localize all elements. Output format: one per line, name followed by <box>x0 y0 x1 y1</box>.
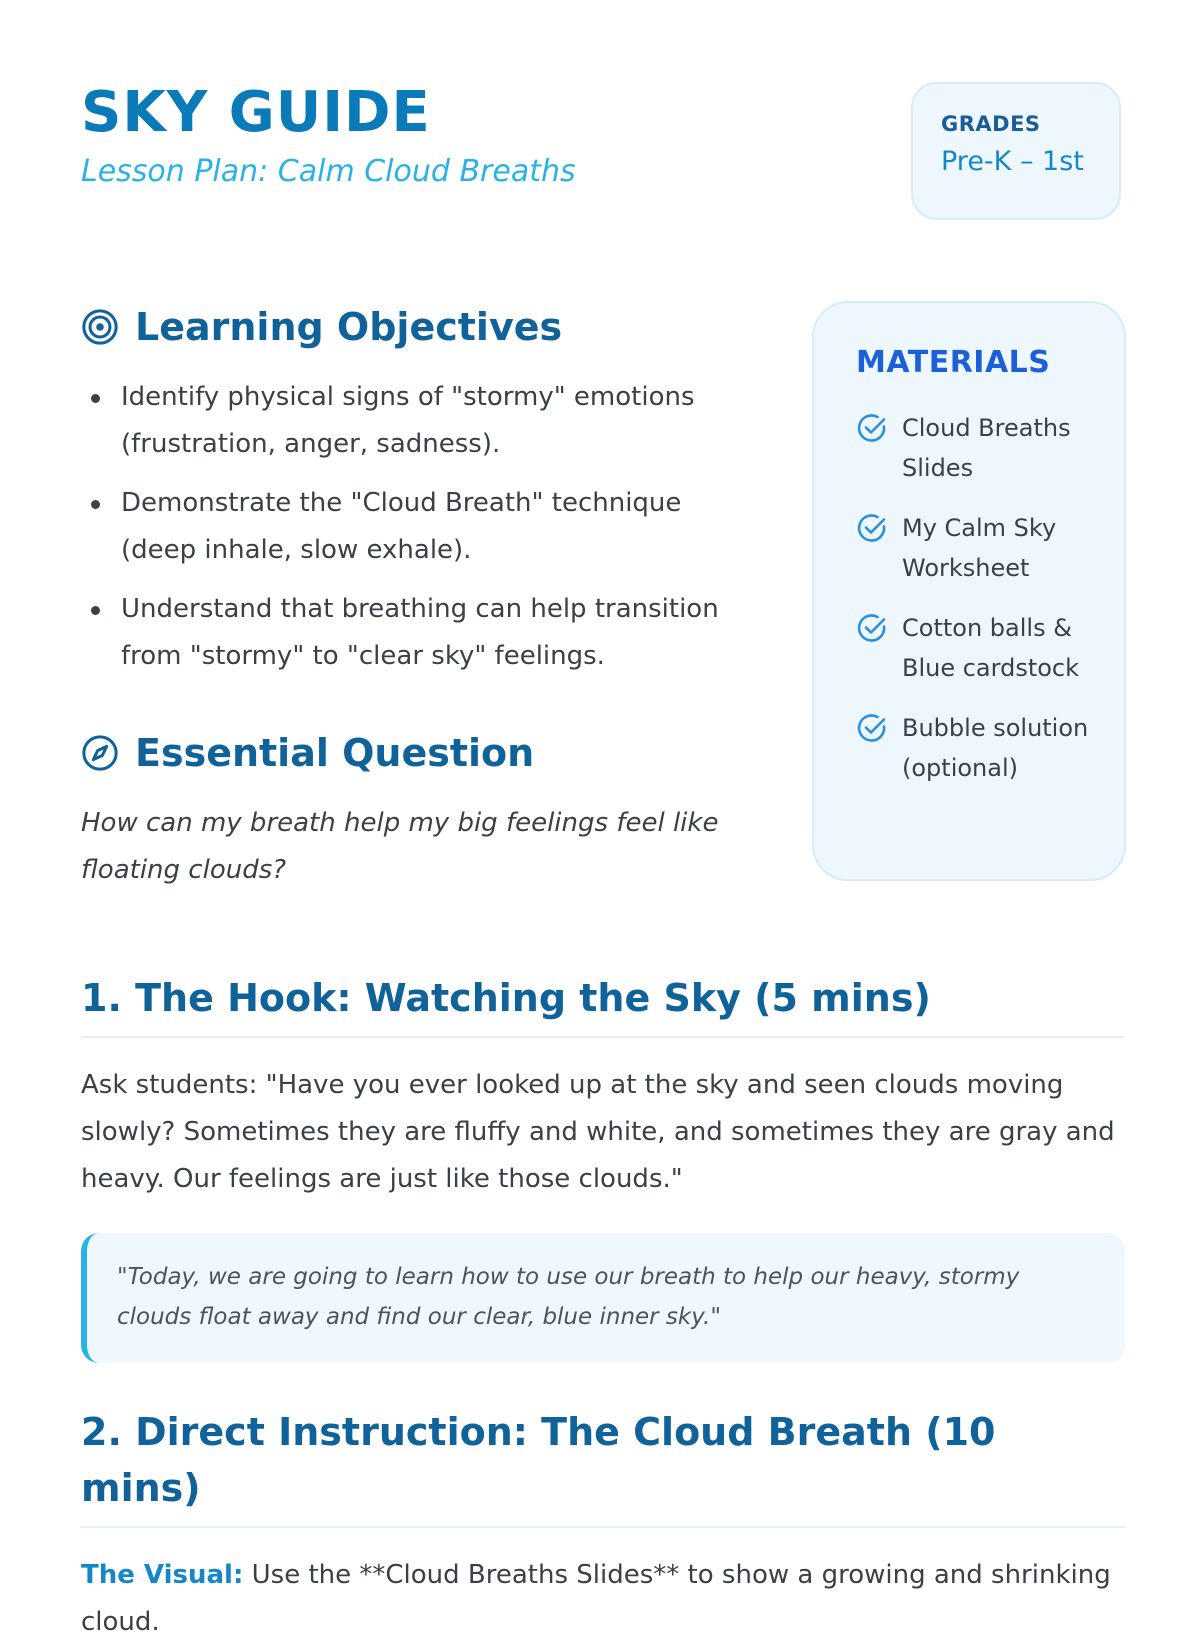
check-circle-icon <box>856 712 888 744</box>
target-icon <box>81 308 119 346</box>
check-circle-icon <box>856 512 888 544</box>
teacher-script-quote: "Today, we are going to learn how to use our breath to help our heavy, stormy clouds float away and find our clear, blue inner sky." <box>81 1233 1125 1363</box>
material-label: Cloud Breaths Slides <box>902 414 1071 482</box>
step-body <box>81 1552 1125 1646</box>
grades-value: Pre-K – 1st <box>941 146 1084 177</box>
materials-list <box>856 408 1104 788</box>
objectives-list <box>81 374 761 680</box>
step-hook <box>81 970 1125 1363</box>
page-header <box>81 80 1121 230</box>
grades-label: GRADES <box>941 112 1041 136</box>
list-item <box>856 408 1104 488</box>
essential-question-title: Essential Question <box>135 731 535 775</box>
lesson-subtitle: Lesson Plan: Calm Cloud Breaths <box>81 154 576 189</box>
overview-column <box>81 302 761 894</box>
objectives-heading <box>81 302 761 352</box>
check-circle-icon <box>856 612 888 644</box>
compass-icon <box>81 734 119 772</box>
step-title: 2. Direct Instruction: The Cloud Breath (10 mins) <box>81 1404 1125 1528</box>
materials-title: MATERIALS <box>856 345 1051 380</box>
visual-label: The Visual: <box>81 1560 244 1590</box>
material-label: My Calm Sky Worksheet <box>902 514 1057 582</box>
essential-question-heading <box>81 728 761 778</box>
step-direct-instruction <box>81 1404 1125 1646</box>
list-item <box>856 708 1104 788</box>
essential-question-text: How can my breath help my big feelings feel like floating clouds? <box>81 808 719 885</box>
grades-card <box>911 82 1121 220</box>
objectives-title: Learning Objectives <box>135 305 563 349</box>
step-title: 1. The Hook: Watching the Sky (5 mins) <box>81 970 1125 1038</box>
list-item: Identify physical signs of "stormy" emotions (frustration, anger, sadness). <box>81 374 761 468</box>
list-item <box>856 608 1104 688</box>
list-item: Understand that breathing can help transition from "stormy" to "clear sky" feelings. <box>81 586 761 680</box>
check-circle-icon <box>856 412 888 444</box>
brand-title: SKY GUIDE <box>81 80 431 145</box>
list-item: Demonstrate the "Cloud Breath" technique (deep inhale, slow exhale). <box>81 480 761 574</box>
material-label: Bubble solution (optional) <box>902 714 1089 782</box>
visual-text: Use the **Cloud Breaths Slides** to show a growing and shrinking cloud. <box>81 1560 1111 1637</box>
step-body: Ask students: "Have you ever looked up at the sky and seen clouds moving slowly? Sometimes they are fluffy and white, and sometimes they are gray and heavy. Our feelings are just like those clouds." <box>81 1070 1115 1194</box>
materials-card <box>812 301 1126 881</box>
material-label: Cotton balls & Blue cardstock <box>902 614 1080 682</box>
list-item <box>856 508 1104 588</box>
